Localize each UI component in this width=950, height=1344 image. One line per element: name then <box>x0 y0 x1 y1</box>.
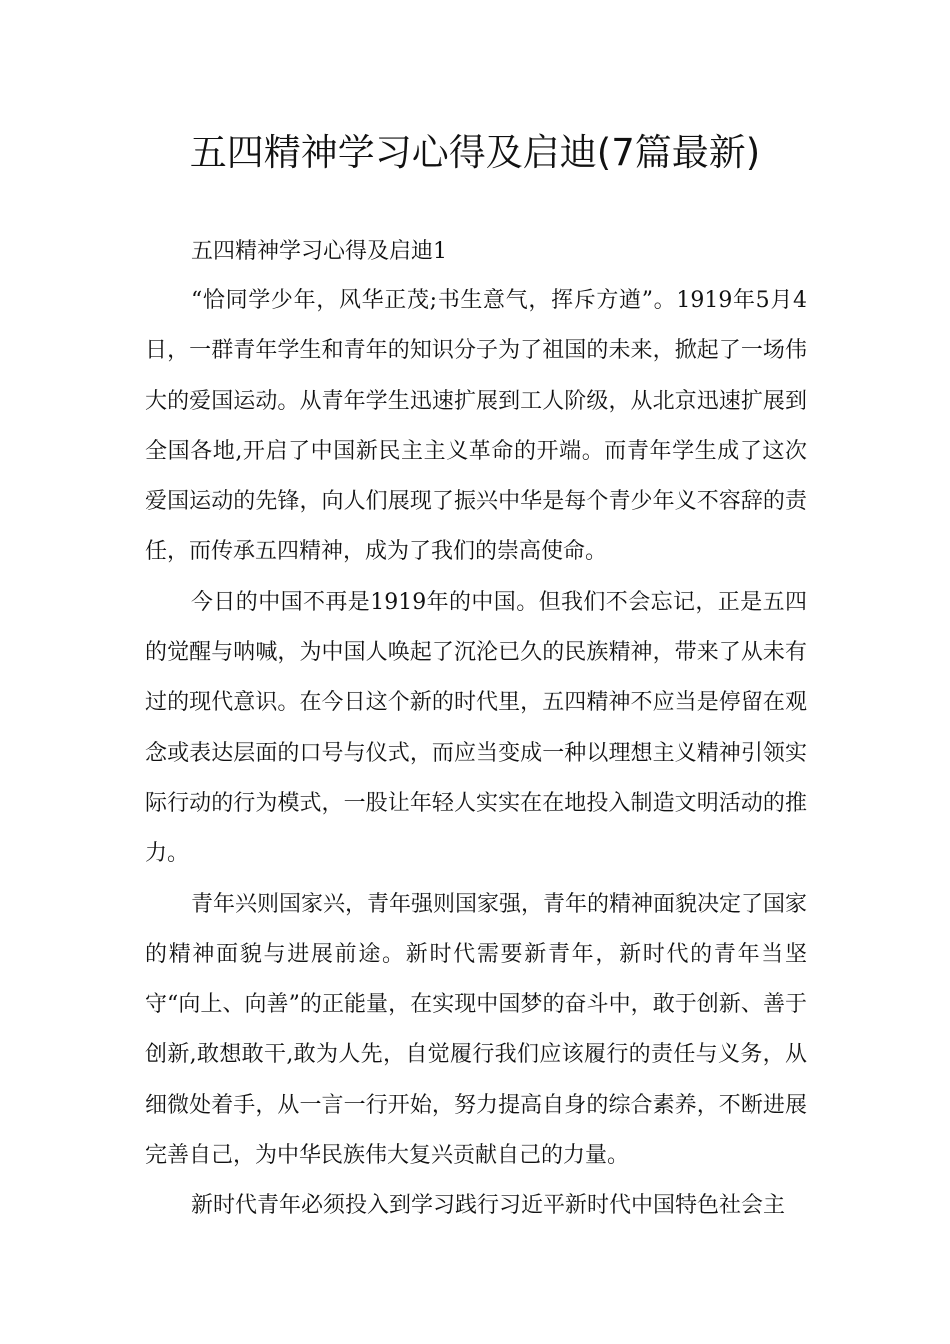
paragraph-2: 今日的中国不再是1919年的中国。但我们不会忘记，正是五四的觉醒与呐喊，为中国人唤起了沉沦已久的民族精神，带来了从未有过的现代意识。在今日这个新的时代里，五四精神不应当是停留在观念或表达层面的口号与仪式，而应当变成一种以理想主义精神引领实际行动的行为模式，一股让年轻人实实在在地投入制造文明活动的推力。 <box>145 589 807 867</box>
paragraph-3: 青年兴则国家兴，青年强则国家强，青年的精神面貌决定了国家的精神面貌与进展前途。新时代需要新青年，新时代的青年当坚守“向上、向善”的正能量，在实现中国梦的奋斗中，敢于创新、善于创新,敢想敢干,敢为人先，自觉履行我们应该履行的责任与义务，从细微处着手，从一言一行开始，努力提高自身的综合素养，不断进展完善自己，为中华民族伟大复兴贡献自己的力量。 <box>145 891 808 1169</box>
paragraph-4: 新时代青年必须投入到学习践行习近平新时代中国特色社会主 <box>191 1193 786 1219</box>
paragraph-1: “恰同学少年，风华正茂;书生意气，挥斥方遒”。1919年5月4日，一群青年学生和青年的知识分子为了祖国的未来，掀起了一场伟大的爱国运动。从青年学生迅速扩展到工人阶级，从北京迅速扩展到全国各地,开启了中国新民主主义革命的开端。而青年学生成了这次爱国运动的先锋，向人们展现了振兴中华是每个青少年义不容辞的责任，而传承五四精神，成为了我们的崇高使命。 <box>145 288 807 565</box>
document-title: 五四精神学习心得及启迪(7篇最新) <box>189 131 761 174</box>
section-heading: 五四精神学习心得及启迪1 <box>191 239 447 264</box>
document-body <box>145 228 807 1232</box>
